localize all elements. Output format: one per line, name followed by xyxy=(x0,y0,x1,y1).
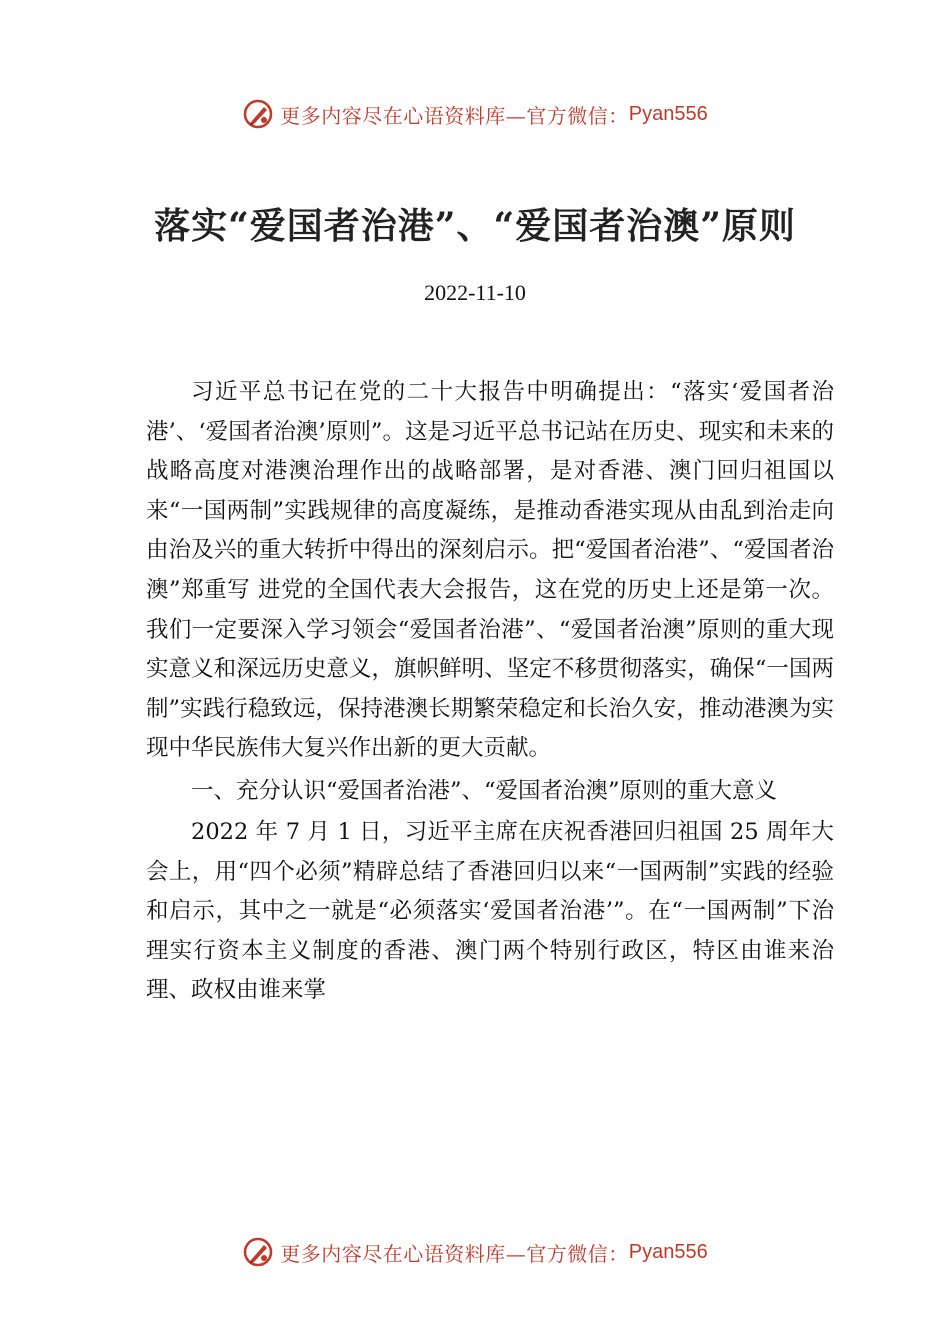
pen-seal-logo-icon xyxy=(242,1236,274,1268)
pen-seal-logo-icon xyxy=(242,98,274,130)
section-heading: 一、充分认识“爱国者治港”、“爱国者治澳”原则的重大意义 xyxy=(191,777,778,804)
banner-text: 更多内容尽在心语资料库—官方微信： xyxy=(280,103,629,128)
document-date: 2022-11-10 xyxy=(424,280,526,305)
body-paragraph: 2022 年 7 月 1 日，习近平主席在庆祝香港回归祖国 25 周年大会上，用“四个必须”精辟总结了香港回归以来“一国两制”实践的经验和启示，其中之一就是“必须落实‘爱国者治港’”。在“一国两制”下治理实行资本主义制度的香港、澳门两个特别行政区，特区由谁来治理、政权由谁来掌 xyxy=(146,818,834,1004)
wechat-handle: Pyan556 xyxy=(628,1240,708,1263)
body-paragraph: 习近平总书记在党的二十大报告中明确提出：“落实‘爱国者治港’、‘爱国者治澳’原则”。这是习近平总书记站在历史、现实和未来的战略高度对港澳治理作出的战略部署，是对香港、澳门回归祖国以来“一国两制”实践规律的高度凝练，是推动香港实现从由乱到治走向由治及兴的重大转折中得出的深刻启示。把“爱国者治港”、“爱国者治澳”郑重写 进党的全国代表大会报告，这在党的历史上还是第一次。我们一定要深入学习领会“爱国者治港”、“爱国者治澳”原则的重大现实意义和深远历史意义，旗帜鲜明、坚定不移贯彻落实，确保“一国两制”实践行稳致远，保持港澳长期繁荣稳定和长治久安，推动港澳为实现中华民族伟大复兴作出新的更大贡献。 xyxy=(146,379,834,762)
footer-banner xyxy=(0,1232,950,1272)
document-title: 落实“爱国者治港”、“爱国者治澳”原则 xyxy=(154,205,796,247)
banner-text: 更多内容尽在心语资料库—官方微信： xyxy=(280,1241,629,1266)
header-banner xyxy=(0,94,950,134)
wechat-handle: Pyan556 xyxy=(628,102,708,125)
document-body xyxy=(146,373,834,1011)
